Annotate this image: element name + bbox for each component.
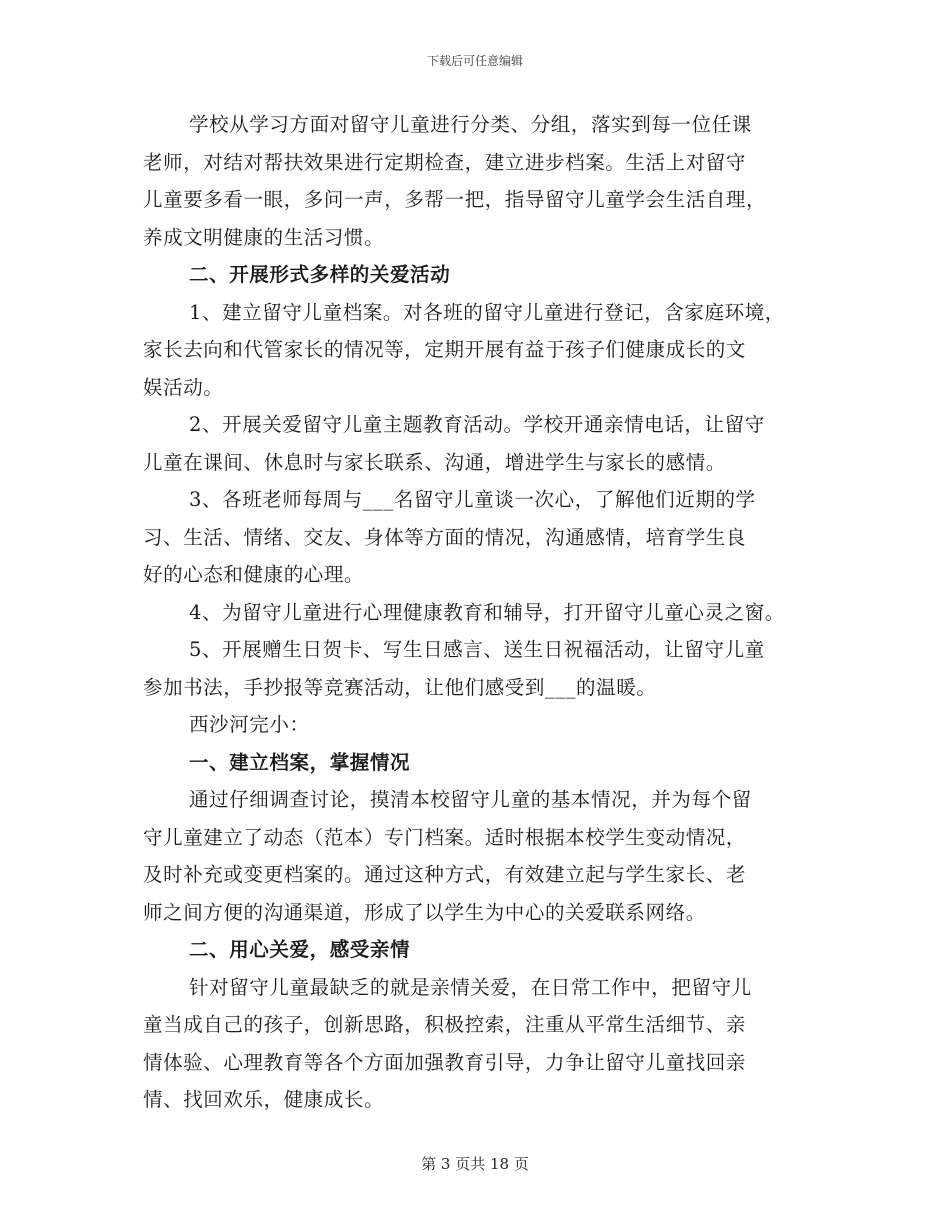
paragraph (143, 631, 805, 706)
text-line: 针对留守儿童最缺乏的就是亲情关爱，在日常工作中，把留守儿 (189, 975, 752, 999)
text-line: 老师，对结对帮扶效果进行定期检查，建立进步档案。生活上对留守 (143, 150, 747, 174)
school-name-line: 西沙河完小： (189, 713, 310, 736)
paragraph (143, 969, 805, 1119)
section-heading: 一、建立档案，掌握情况 (189, 750, 411, 774)
text-line: 家长去向和代管家长的情况等，定期开展有益于孩子们健康成长的文 (143, 338, 747, 361)
text-line: 情、找回欢乐，健康成长。 (143, 1088, 385, 1111)
paragraph (143, 294, 805, 407)
text-line: 3、各班老师每周与___名留守儿童谈一次心，了解他们近期的学 (189, 488, 756, 511)
text-line: 师之间方便的沟通渠道，形成了以学生为中心的关爱联系网络。 (143, 900, 706, 924)
text-line: 5、开展赠生日贺卡、写生日感言、送生日祝福活动，让留守儿童 (189, 638, 765, 661)
page-header-note: 下载后可任意编辑 (426, 54, 523, 68)
text-line: 习、生活、情绪、交友、身体等方面的情况，沟通感情，培育学生良 (143, 525, 747, 549)
text-line: 养成文明健康的生活习惯。 (143, 225, 385, 249)
paragraph (143, 406, 805, 481)
page-number: 第 3 页共 18 页 (421, 1155, 529, 1173)
paragraph (143, 106, 805, 256)
text-line: 情体验、心理教育等各个方面加强教育引导，力争让留守儿童找回亲 (143, 1050, 747, 1074)
text-line: 1、建立留守儿童档案。对各班的留守儿童进行登记，含家庭环境， (189, 300, 785, 324)
text-line: 好的心态和健康的心理。 (143, 563, 365, 586)
paragraph (143, 481, 805, 594)
text-line: 学校从学习方面对留守儿童进行分类、分组，落实到每一位任课 (189, 113, 752, 136)
text-line: 通过仔细调查讨论，摸清本校留守儿童的基本情况，并为每个留 (189, 788, 752, 811)
text-line: 及时补充或变更档案的。通过这种方式，有效建立起与学生家长、老 (143, 863, 747, 886)
section-heading: 二、用心关爱，感受亲情 (189, 938, 411, 961)
paragraph (143, 781, 805, 931)
text-line: 4、为留守儿童进行心理健康教育和辅导，打开留守儿童心灵之窗。 (189, 600, 785, 624)
text-line: 参加书法，手抄报等竞赛活动，让他们感受到___的温暖。 (143, 675, 657, 699)
text-line: 守儿童建立了动态（范本）专门档案。适时根据本校学生变动情况， (143, 825, 747, 849)
document-body (143, 106, 805, 1119)
text-line: 童当成自己的孩子，创新思路，积极控索，注重从平常生活细节、亲 (143, 1013, 747, 1036)
text-line: 娱活动。 (143, 375, 224, 399)
text-line: 儿童要多看一眼，多问一声，多帮一把，指导留守儿童学会生活自理， (143, 188, 767, 211)
text-line: 儿童在课间、休息时与家长联系、沟通，增进学生与家长的感情。 (143, 450, 726, 474)
section-heading: 二、开展形式多样的关爱活动 (189, 263, 451, 286)
paragraph (143, 706, 805, 744)
text-line: 2、开展关爱留守儿童主题教育活动。学校开通亲情电话，让留守 (189, 413, 765, 436)
paragraph (143, 594, 805, 632)
